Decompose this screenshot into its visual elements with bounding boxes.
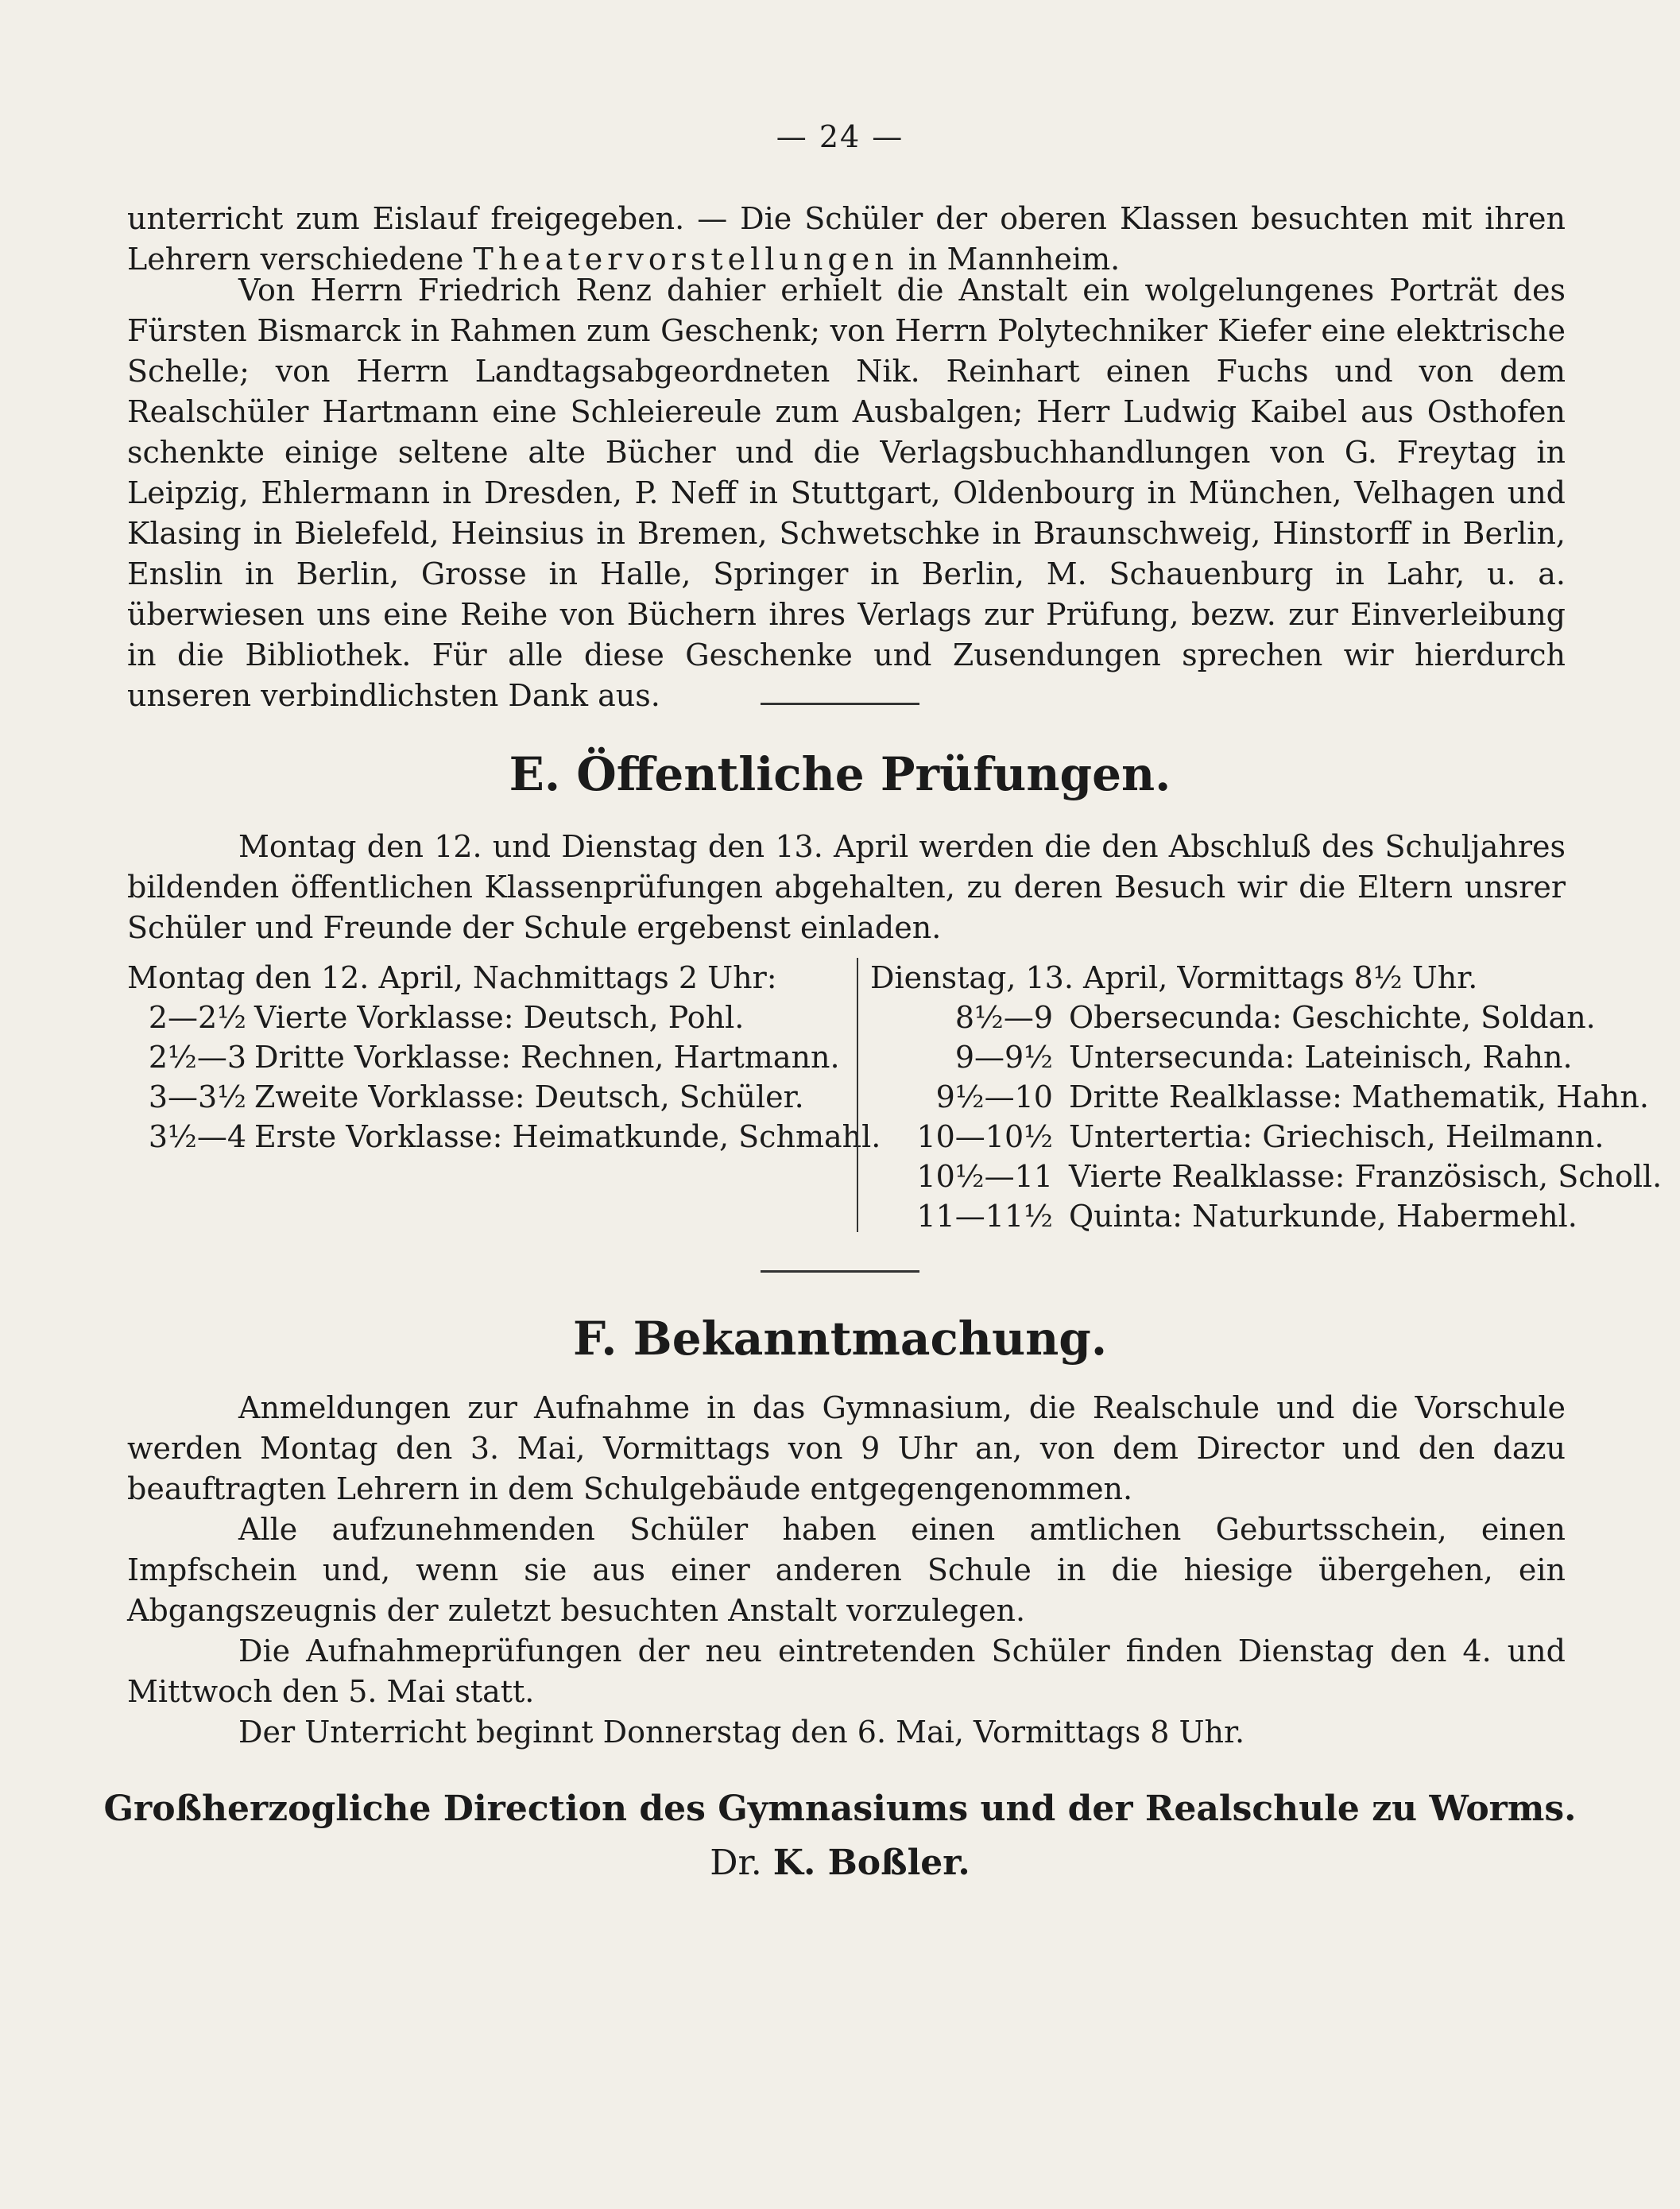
section-f-paragraph-2 bbox=[127, 1509, 1566, 1631]
schedule-row bbox=[870, 1077, 1649, 1117]
schedule-row bbox=[870, 1157, 1663, 1196]
row-time: 2—2½ bbox=[148, 1000, 246, 1035]
section-e-heading: E. Öffentliche Prüfungen. bbox=[509, 747, 1171, 801]
signature-name-line bbox=[0, 1843, 1680, 1883]
section-f-paragraph-4 bbox=[127, 1712, 1566, 1753]
row-class: Dritte Realklasse: bbox=[1069, 1079, 1342, 1114]
row-subject: Griechisch, Heilmann. bbox=[1262, 1119, 1605, 1154]
row-class: Untertertia: bbox=[1069, 1119, 1253, 1154]
schedule-row bbox=[127, 1077, 846, 1117]
intro-theater: Theatervorstellungen bbox=[473, 242, 899, 277]
row-time: 10½—11 bbox=[916, 1159, 1053, 1194]
section-e-text: Montag den 12. und Dienstag den 13. April werden die den Abschluß des Schuljahres bildenden öffentlichen Klassenprüfungen abgehalten, zu deren Besuch wir die Eltern unsrer Schüler und Freunde der Schule ergebenst einladen. bbox=[127, 829, 1566, 945]
row-class: Quinta: bbox=[1069, 1199, 1183, 1234]
signature-title: Dr. bbox=[710, 1843, 762, 1883]
row-time: 3½—4 bbox=[148, 1119, 246, 1154]
section-f-text-2: Alle aufzunehmenden Schüler haben einen amtlichen Geburtsschein, einen Impfschein und, wenn sie aus einer anderen Schule in die hiesige übergehen, ein Abgangszeugnis der zuletzt besuchten Anstalt vorzulegen. bbox=[127, 1512, 1566, 1628]
row-time: 10—10½ bbox=[916, 1119, 1053, 1154]
exam-schedule bbox=[127, 958, 1663, 1234]
row-subject: Französisch, Scholl. bbox=[1354, 1159, 1663, 1194]
row-time: 8½—9 bbox=[954, 1000, 1053, 1035]
schedule-row bbox=[127, 1117, 881, 1157]
intro-line-3: in Mannheim. bbox=[908, 242, 1121, 277]
section-f-text-4: Der Unterricht beginnt Donnerstag den 6. Mai, Vormittags 8 Uhr. bbox=[238, 1715, 1245, 1750]
row-subject: Deutsch, Pohl. bbox=[523, 1000, 745, 1035]
donations-text: Von Herrn Friedrich Renz dahier erhielt die Anstalt ein wolgelungenes Porträt des Fürsten Bismarck in Rahmen zum Geschenk; von Herrn Polytechniker Kiefer eine elektrische Schelle; von Herrn Landtagsabgeordneten Nik. Reinhart einen Fuchs und von dem Realschüler Hartmann eine Schleiereule zum Ausbalgen; Herr Ludwig Kaibel aus Osthofen schenkte einige seltene alte Bücher und die Verlagsbuchhandlungen von G. Freytag in Leipzig, Ehlermann in Dresden, P. Neff in Stuttgart, Oldenbourg in München, Velhagen und Klasing in Bielefeld, Heinsius in Bremen, Schwetschke in Braunschweig, Hinstorff in Berlin, Enslin in Berlin, Grosse in Halle, Springer in Berlin, M. Schauenburg in Lahr, u. a. überwiesen uns eine Reihe von Büchern ihres Verlags zur Prüfung, bezw. zur Einverleibung in die Bibliothek. Für alle diese Geschenke und Zusendungen sprechen wir hierdurch unseren verbindlichsten Dank aus. bbox=[127, 273, 1566, 713]
schedule-row bbox=[870, 1037, 1573, 1077]
row-subject: Geschichte, Soldan. bbox=[1291, 1000, 1596, 1035]
schedule-row bbox=[870, 998, 1596, 1037]
section-divider bbox=[761, 703, 919, 705]
row-time: 2½—3 bbox=[148, 1040, 246, 1075]
intro-paragraph bbox=[127, 199, 1566, 280]
row-subject: Heimatkunde, Schmahl. bbox=[512, 1119, 881, 1154]
row-class: Dritte Vorklasse: bbox=[254, 1040, 512, 1075]
section-divider bbox=[761, 1270, 919, 1273]
section-f-paragraph-1 bbox=[127, 1388, 1566, 1509]
row-subject: Lateinisch, Rahn. bbox=[1304, 1040, 1573, 1075]
monday-schedule bbox=[127, 958, 881, 1157]
row-subject: Naturkunde, Habermehl. bbox=[1192, 1199, 1577, 1234]
signature-name: K. Boßler. bbox=[772, 1843, 970, 1883]
row-subject: Mathematik, Hahn. bbox=[1352, 1079, 1649, 1114]
row-class: Vierte Vorklasse: bbox=[254, 1000, 514, 1035]
schedule-row bbox=[127, 998, 846, 1037]
row-time: 9—9½ bbox=[954, 1040, 1053, 1075]
row-class: Zweite Vorklasse: bbox=[254, 1079, 525, 1114]
row-subject: Rechnen, Hartmann. bbox=[521, 1040, 840, 1075]
donations-paragraph bbox=[127, 270, 1566, 716]
section-e-paragraph bbox=[127, 827, 1566, 948]
column-separator bbox=[857, 958, 858, 1232]
schedule-row bbox=[127, 1037, 846, 1077]
section-f-text-1: Anmeldungen zur Aufnahme in das Gymnasium, die Realschule und die Vorschule werden Montag den 3. Mai, Vormittags von 9 Uhr an, von dem Director und den dazu beauftragten Lehrern in dem Schulgebäude entgegengenommen. bbox=[127, 1390, 1566, 1506]
section-f-text-3: Die Aufnahmeprüfungen der neu eintretenden Schüler finden Dienstag den 4. und Mittwoch den 5. Mai statt. bbox=[127, 1633, 1566, 1709]
schedule-row bbox=[870, 1196, 1577, 1236]
row-time: 3—3½ bbox=[148, 1079, 246, 1114]
row-time: 11—11½ bbox=[916, 1199, 1053, 1234]
section-f-heading: F. Bekanntmachung. bbox=[572, 1312, 1108, 1366]
intro-line-1: unterricht zum Eislauf freigegeben. — Die Schüler der oberen Klassen besuchten mit ihren Lehrern verschiedene bbox=[127, 201, 1566, 277]
schedule-row bbox=[870, 1117, 1605, 1157]
row-class: Erste Vorklasse: bbox=[254, 1119, 503, 1154]
signature-institution: Großherzogliche Direction des Gymnasiums und der Realschule zu Worms. bbox=[103, 1789, 1577, 1829]
section-f-paragraph-3 bbox=[127, 1631, 1566, 1712]
row-time: 9½—10 bbox=[935, 1079, 1053, 1114]
row-class: Untersecunda: bbox=[1069, 1040, 1295, 1075]
page-number: — 24 — bbox=[776, 119, 904, 154]
row-subject: Deutsch, Schüler. bbox=[534, 1079, 804, 1114]
tuesday-header: Dienstag, 13. April, Vormittags 8½ Uhr. bbox=[870, 960, 1478, 995]
tuesday-schedule bbox=[870, 958, 1663, 1236]
row-class: Vierte Realklasse: bbox=[1069, 1159, 1345, 1194]
row-class: Obersecunda: bbox=[1069, 1000, 1283, 1035]
monday-header: Montag den 12. April, Nachmittags 2 Uhr: bbox=[127, 960, 777, 995]
